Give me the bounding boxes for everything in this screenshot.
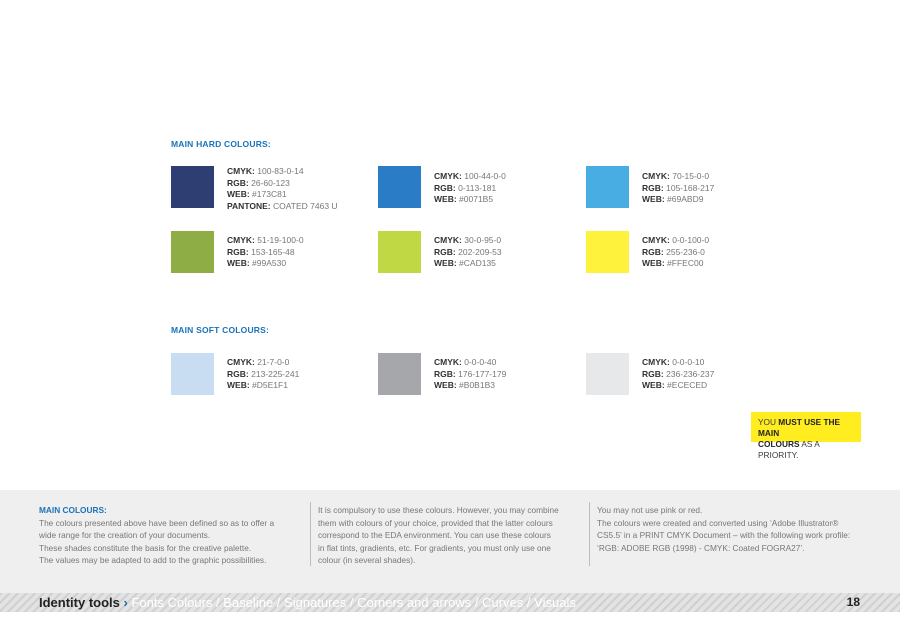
priority-pre: YOU <box>758 417 779 427</box>
color-swatch <box>378 231 421 273</box>
page-number: 18 <box>846 595 860 609</box>
color-specs: CMYK: 100-44-0-0 RGB: 0-113-181 WEB: #0071B5 <box>434 171 506 204</box>
color-specs: CMYK: 51-19-100-0 RGB: 153-165-48 WEB: #99A530 <box>227 235 304 268</box>
info-column-restrictions <box>597 504 865 554</box>
breadcrumb-separator: / <box>474 595 479 610</box>
color-specs: CMYK: 0-0-100-0 RGB: 255-236-0 WEB: #FFEC00 <box>642 235 710 268</box>
color-swatch <box>586 353 629 395</box>
color-swatch <box>586 166 629 208</box>
breadcrumb-separator: / <box>276 595 281 610</box>
breadcrumb-separator: / <box>349 595 354 610</box>
color-specs: CMYK: 0-0-0-40 RGB: 176-177-179 WEB: #B0B1B3 <box>434 357 507 390</box>
color-specs: CMYK: 70-15-0-0 RGB: 105-168-217 WEB: #69ABD9 <box>642 171 715 204</box>
breadcrumb <box>39 594 576 611</box>
color-swatch <box>378 166 421 208</box>
info-line: in flat tints, gradients, etc. For gradients, you must only use one <box>318 542 551 553</box>
info-line: The values may be adapted to add to the graphic possibilities. <box>39 555 267 566</box>
breadcrumb-item-visuals[interactable]: Visuals <box>534 595 576 610</box>
swatch-block <box>378 353 506 395</box>
swatch-block <box>171 166 338 212</box>
info-line: These shades constitute the basis for the creative palette. <box>39 542 252 553</box>
priority-bold-1: MUST USE THE MAIN <box>758 417 841 438</box>
color-specs: CMYK: 100-83-0-14 RGB: 26-60-123 WEB: #173C81 PANTONE: COATED 7463 U <box>227 166 338 211</box>
info-line: It is compulsory to use these colours. However, you may combine <box>318 505 559 515</box>
color-swatch <box>171 231 214 273</box>
info-line: colour (in several shades). <box>318 555 416 566</box>
priority-bold-2: COLOURS <box>758 439 800 449</box>
breadcrumb-item-curves[interactable]: Curves <box>482 595 524 610</box>
color-specs: CMYK: 0-0-0-10 RGB: 236-236-237 WEB: #ECECED <box>642 357 715 390</box>
info-line: The colours were created and converted using ‘Adobe Illustrator® CS5.5’ in a PRINT CMYK Document – with the following work profile: <box>597 517 851 541</box>
chevron-right-icon: › <box>123 595 128 610</box>
color-swatch <box>378 353 421 395</box>
info-line: wide range for the creation of your documents. <box>39 530 211 541</box>
info-line: You may not use pink or red. <box>597 505 703 515</box>
color-swatch <box>171 166 214 208</box>
column-divider <box>589 502 590 566</box>
swatch-block <box>586 166 714 208</box>
breadcrumb-item-colours[interactable]: Colours <box>167 595 213 610</box>
swatch-block <box>171 231 304 273</box>
hard-colours-title: MAIN HARD COLOURS: <box>171 139 271 149</box>
breadcrumb-item-fonts[interactable]: Fonts <box>131 595 164 610</box>
info-line: them with colours of your choice, provided that the latter colours <box>318 517 553 528</box>
info-panel <box>0 490 900 593</box>
info-line: correspond to the EDA environment. You can use these colours <box>318 530 551 541</box>
column-divider <box>310 502 311 566</box>
info-line: The colours presented above have been defined so as to offer a <box>39 517 275 528</box>
color-swatch <box>586 231 629 273</box>
breadcrumb-item-baseline[interactable]: Baseline <box>223 595 274 610</box>
breadcrumb-item-signatures[interactable]: Signatures <box>284 595 347 610</box>
info-column-usage <box>318 504 586 567</box>
breadcrumb-section[interactable]: Identity tools <box>39 595 120 610</box>
info-line: ‘RGB: ADOBE RGB (1998) - CMYK: Coated FOGRA27’. <box>597 542 805 553</box>
breadcrumb-item-corners-and-arrows[interactable]: Corners and arrows <box>357 595 472 610</box>
swatch-block <box>378 166 506 208</box>
info-heading: MAIN COLOURS: <box>39 505 107 515</box>
breadcrumb-separator: / <box>526 595 531 610</box>
footer-bar <box>0 593 900 612</box>
color-specs: CMYK: 21-7-0-0 RGB: 213-225-241 WEB: #D5E1F1 <box>227 357 300 390</box>
swatch-block <box>586 231 709 273</box>
swatch-block <box>171 353 299 395</box>
breadcrumb-separator: / <box>216 595 220 610</box>
swatch-block <box>378 231 502 273</box>
color-swatch <box>171 353 214 395</box>
color-specs: CMYK: 30-0-95-0 RGB: 202-209-53 WEB: #CAD135 <box>434 235 502 268</box>
soft-colours-title: MAIN SOFT COLOURS: <box>171 325 270 335</box>
swatch-block <box>586 353 714 395</box>
info-column-main-colours <box>39 504 304 567</box>
priority-callout <box>751 412 861 460</box>
priority-post: AS A PRIORITY. <box>758 439 820 460</box>
